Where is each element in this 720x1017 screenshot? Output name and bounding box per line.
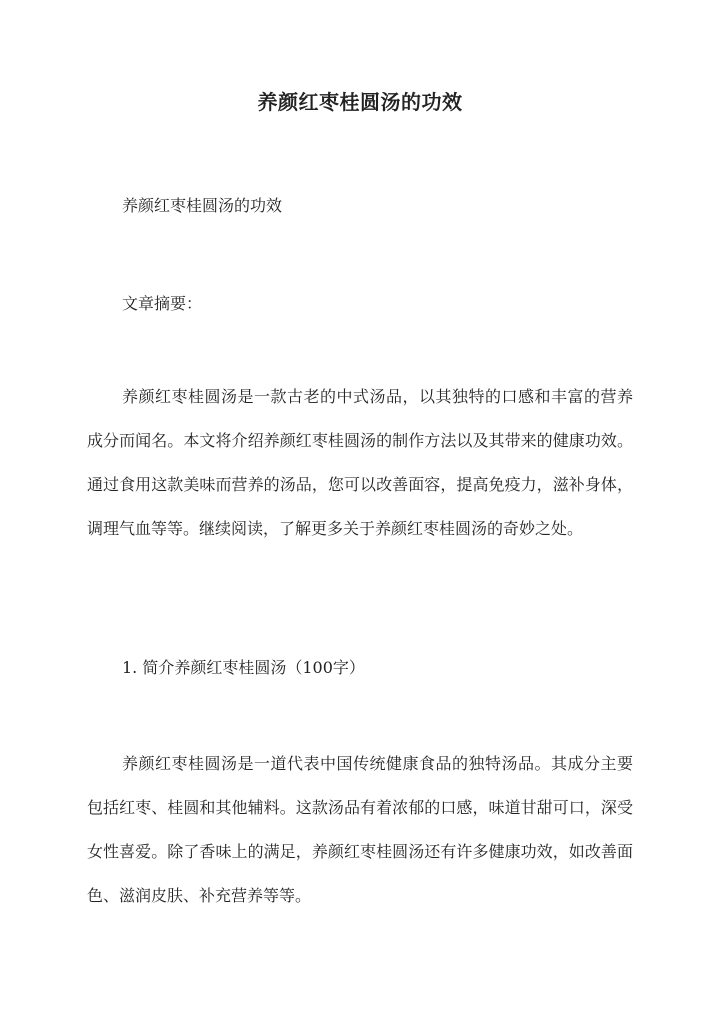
document-title: 养颜红枣桂圆汤的功效 [257,90,463,114]
abstract-paragraph: 养颜红枣桂圆汤是一款古老的中式汤品，以其独特的口感和丰富的营养成分而闻名。本文将介绍养颜红枣桂圆汤的制作方法以及其带来的健康功效。通过食用这款美味而营养的汤品，您可以改善面容，提高免疫力，滋补身体，调理气血等等。继续阅读，了解更多关于养颜红枣桂圆汤的奇妙之处。 [87,387,633,538]
document-subtitle: 养颜红枣桂圆汤的功效 [122,196,283,215]
section-1-heading: 1. 简介养颜红枣桂圆汤（100字） [122,658,365,677]
abstract-label: 文章摘要： [122,294,203,313]
section-1-paragraph: 养颜红枣桂圆汤是一道代表中国传统健康食品的独特汤品。其成分主要包括红枣、桂圆和其他辅料。这款汤品有着浓郁的口感，味道甘甜可口，深受女性喜爱。除了香味上的满足，养颜红枣桂圆汤还有许多健康功效，如改善面色、滋润皮肤、补充营养等等。 [87,754,633,905]
